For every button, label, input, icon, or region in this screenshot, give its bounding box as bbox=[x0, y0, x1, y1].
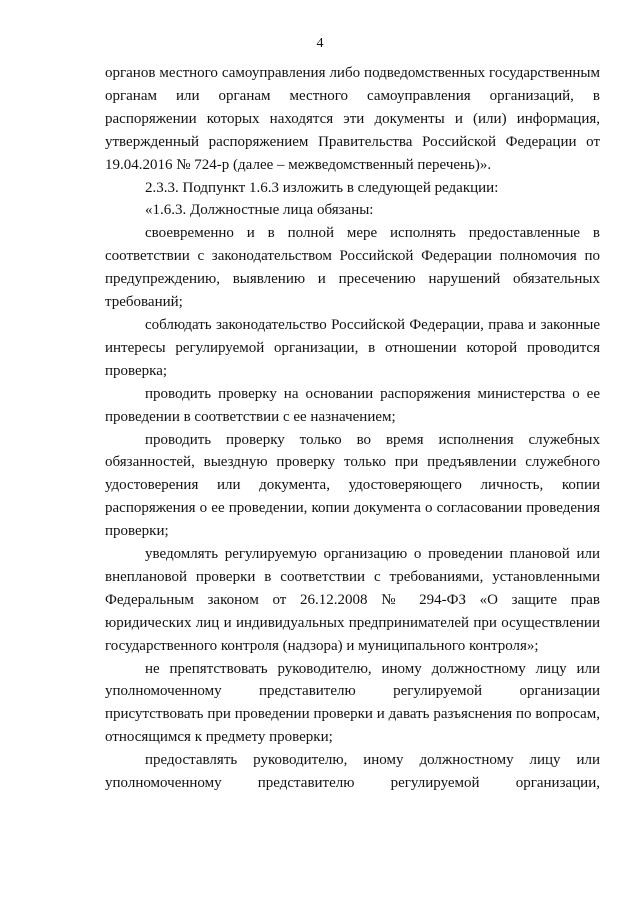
paragraph-duty: своевременно и в полной мере исполнять предоставленные в соответствии с законодательством Российской Федерации полномочия по предупреждению, выявлению и пресечению нарушений обязательных требований; bbox=[105, 225, 600, 311]
paragraph-duty-continues: предоставлять руководителю, иному должностному лицу или уполномоченному представителю регулируемой организации, bbox=[105, 752, 600, 792]
paragraph-duty: соблюдать законодательство Российской Федерации, права и законные интересы регулируемой организации, в отношении которой проводится проверка; bbox=[105, 316, 600, 379]
document-body bbox=[105, 62, 600, 795]
page-number: 4 bbox=[316, 36, 324, 51]
paragraph-duty: проводить проверку на основании распоряжения министерства о ее проведении в соответствии с ее назначением; bbox=[105, 385, 600, 425]
paragraph-duty: не препятствовать руководителю, иному должностному лицу или уполномоченному представителю регулируемой организации присутствовать при проведении проверки и давать разъяснения по вопросам, относящимся к предмету проверки; bbox=[105, 660, 600, 746]
paragraph-continuation: органов местного самоуправления либо подведомственных государственным органам или органам местного самоуправления организаций, в распоряжении которых находятся эти документы и (или) информация, утвержденный распоряжением Правительства Российской Федерации от 19.04.2016 № 724-р (далее – межведомственный перечень)». bbox=[105, 65, 600, 173]
paragraph-clause-1-6-3: «1.6.3. Должностные лица обязаны: bbox=[145, 202, 374, 219]
paragraph-subclause-2-3-3: 2.3.3. Подпункт 1.6.3 изложить в следующей редакции: bbox=[145, 179, 499, 196]
paragraph-duty: уведомлять регулируемую организацию о проведении плановой или внеплановой проверки в соответствии с требованиями, установленными Федеральным законом от 26.12.2008 № 294-ФЗ «О защите прав юридических лиц и индивидуальных предпринимателей при осуществлении государственного контроля (надзора) и муниципального контроля»; bbox=[105, 546, 600, 654]
paragraph-duty: проводить проверку только во время исполнения служебных обязанностей, выездную проверку только при предъявлении служебного удостоверения или документа, удостоверяющего личность, копии распоряжения о ее проведении, копии документа о согласовании проведения проверки; bbox=[105, 431, 600, 540]
